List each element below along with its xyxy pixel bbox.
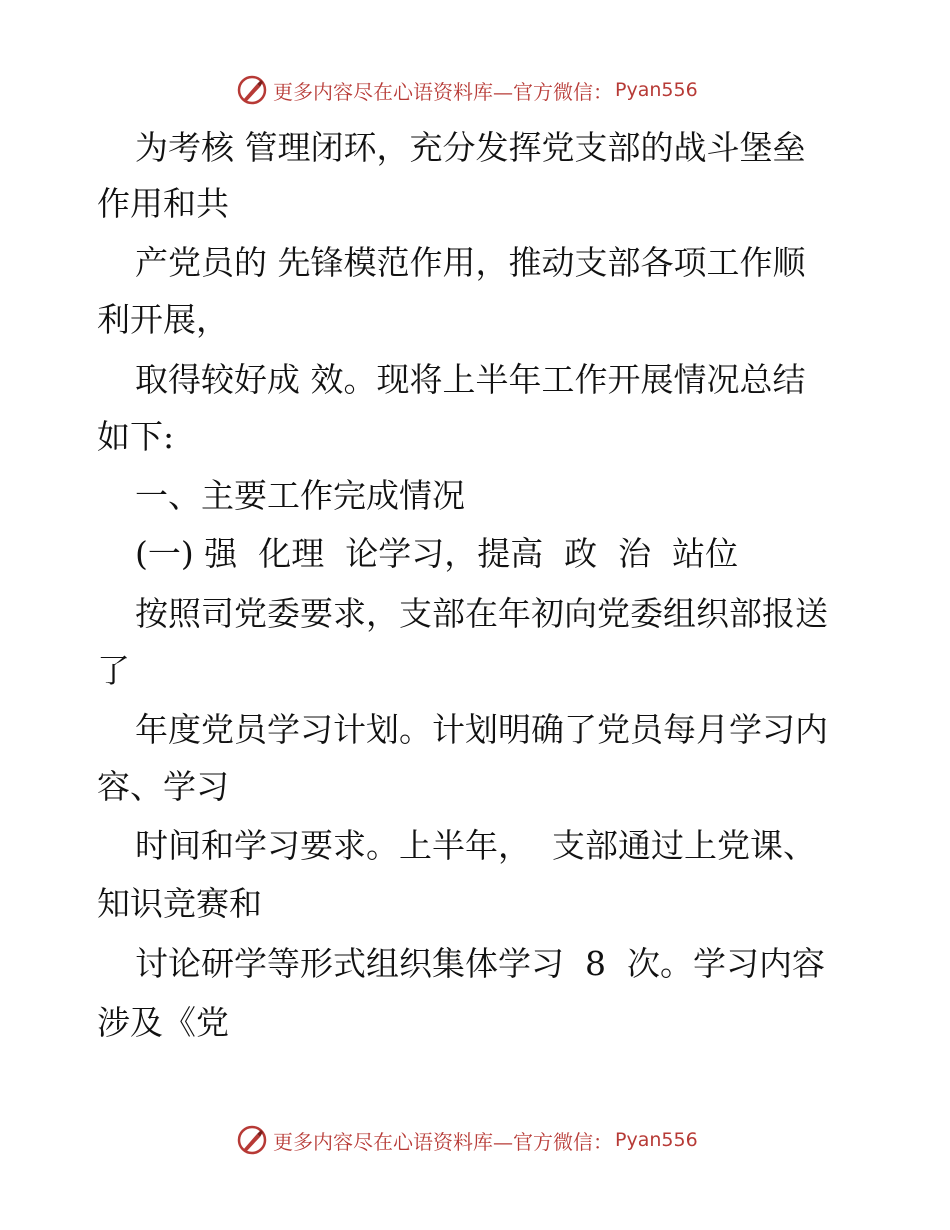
wechat-id: Pyan556	[615, 1129, 698, 1151]
subsection-heading: (一) 强 化理 论学习，提高 政 治 站位	[135, 534, 739, 573]
body-line: 利开展，	[97, 300, 229, 339]
body-line: 作用和共	[97, 184, 229, 223]
wechat-id: Pyan556	[615, 79, 698, 101]
body-line: 了	[97, 651, 130, 690]
banner-text: 更多内容尽在心语资料库—官方微信：	[273, 79, 613, 104]
body-line: 容、学习	[97, 767, 229, 806]
body-line: 知识竞赛和	[97, 884, 262, 923]
body-line: 产党员的 先锋模范作用，推动支部各项工作顺	[135, 243, 806, 282]
pen-logo-icon	[235, 73, 269, 107]
footer-banner	[235, 1122, 698, 1158]
body-line: 为考核 管理闭环，充分发挥党支部的战斗堡垒	[135, 128, 806, 167]
body-line: 取得较好成 效。现将上半年工作开展情况总结	[135, 360, 806, 399]
body-line: 按照司党委要求，支部在年初向党委组织部报送	[135, 594, 828, 633]
banner-text: 更多内容尽在心语资料库—官方微信：	[273, 1129, 613, 1154]
body-line: 如下:	[97, 417, 175, 456]
body-line: 时间和学习要求。上半年， 支部通过上党课、	[135, 826, 816, 865]
pen-logo-icon	[235, 1123, 269, 1157]
header-banner	[235, 72, 698, 108]
body-line: 涉及《党	[97, 1003, 229, 1042]
body-line: 讨论研学等形式组织集体学习 8 次。学习内容	[135, 944, 825, 983]
section-heading: 一、主要工作完成情况	[135, 476, 465, 515]
body-line: 年度党员学习计划。计划明确了党员每月学习内	[135, 710, 828, 749]
